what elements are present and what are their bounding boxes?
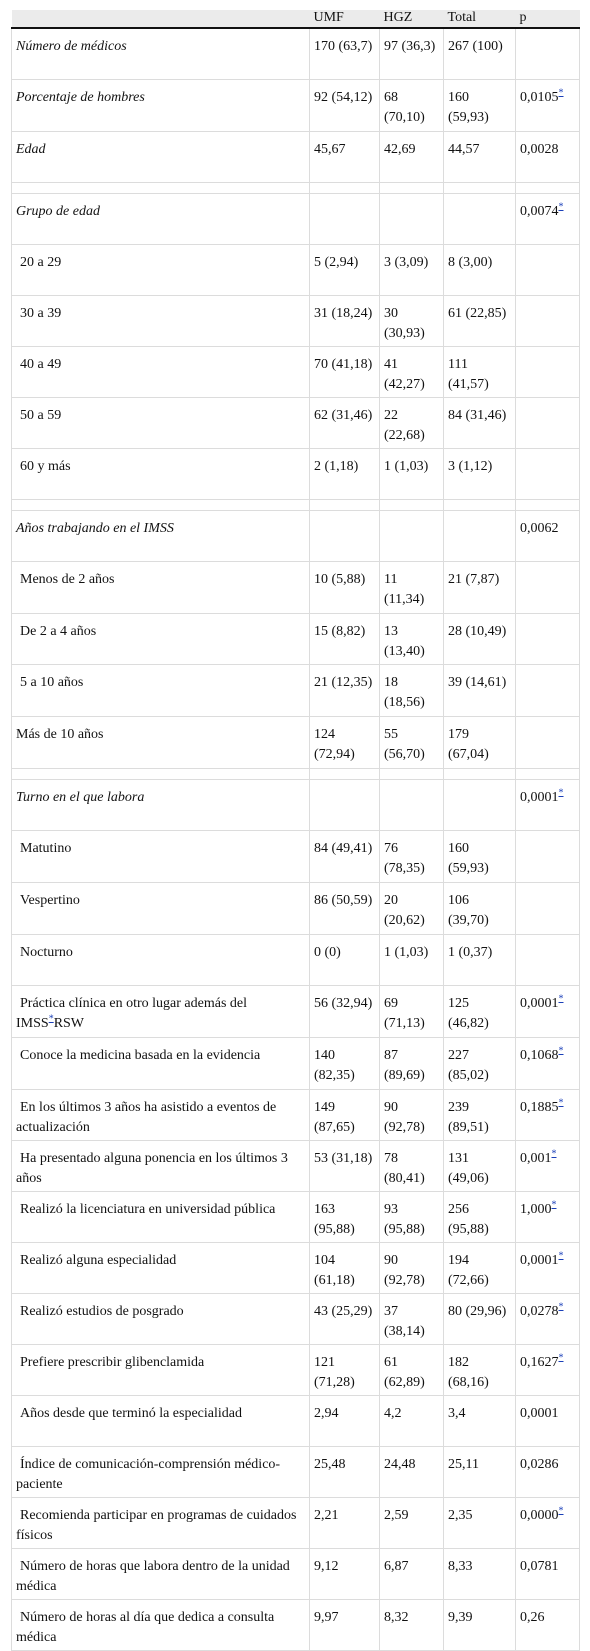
row-label-text: 30 a 39 bbox=[20, 306, 62, 321]
cell-hgz: 93 (95,88) bbox=[380, 1192, 444, 1243]
row-label-text: Recomienda participar en programas de cuidados físicos bbox=[16, 1508, 297, 1543]
spacer-row bbox=[12, 769, 580, 780]
header-p: p bbox=[516, 10, 580, 28]
p-value: 0,0001 bbox=[520, 1253, 559, 1268]
row-label-text: Años desde que terminó la especialidad bbox=[20, 1406, 242, 1421]
table-row bbox=[12, 347, 580, 398]
row-label bbox=[12, 614, 310, 665]
cell-total: 28 (10,49) bbox=[444, 614, 516, 665]
cell-umf: 163 (95,88) bbox=[310, 1192, 380, 1243]
spacer-cell bbox=[444, 769, 516, 780]
cell-umf: 2 (1,18) bbox=[310, 449, 380, 500]
cell-total: 239 (89,51) bbox=[444, 1090, 516, 1141]
cell-p bbox=[516, 245, 580, 296]
footnote-link[interactable]: * bbox=[558, 1301, 564, 1313]
cell-hgz: 68 (70,10) bbox=[380, 80, 444, 132]
cell-p bbox=[516, 1090, 580, 1141]
cell-umf: 149 (87,65) bbox=[310, 1090, 380, 1141]
cell-umf: 56 (32,94) bbox=[310, 986, 380, 1038]
footnote-link[interactable]: * bbox=[551, 1148, 557, 1160]
header-umf: UMF bbox=[310, 10, 380, 28]
cell-total: 160 (59,93) bbox=[444, 80, 516, 132]
row-label-text: 50 a 59 bbox=[20, 408, 62, 423]
table-row bbox=[12, 1141, 580, 1192]
table-row bbox=[12, 28, 580, 80]
row-label-text: Más de 10 años bbox=[16, 727, 104, 742]
p-value: 0,0001 bbox=[520, 1406, 559, 1421]
cell-hgz: 8,32 bbox=[380, 1600, 444, 1651]
footnote-link[interactable]: * bbox=[558, 1045, 564, 1057]
spacer-cell bbox=[12, 183, 310, 194]
row-label bbox=[12, 1396, 310, 1447]
row-label-text: Porcentaje de hombres bbox=[16, 90, 145, 105]
table-row bbox=[12, 935, 580, 986]
cell-total: 3 (1,12) bbox=[444, 449, 516, 500]
table-row bbox=[12, 665, 580, 717]
row-label bbox=[12, 1549, 310, 1600]
table-row bbox=[12, 614, 580, 665]
cell-p bbox=[516, 398, 580, 449]
p-value: 0,0062 bbox=[520, 521, 559, 536]
cell-total: 131 (49,06) bbox=[444, 1141, 516, 1192]
p-value: 0,001 bbox=[520, 1151, 552, 1166]
cell-hgz: 1 (1,03) bbox=[380, 449, 444, 500]
row-label-text: Turno en el que labora bbox=[16, 790, 145, 805]
cell-total: 44,57 bbox=[444, 132, 516, 183]
footnote-link[interactable]: * bbox=[551, 1199, 557, 1211]
cell-p bbox=[516, 449, 580, 500]
cell-p bbox=[516, 1600, 580, 1651]
table-row bbox=[12, 831, 580, 883]
cell-p bbox=[516, 1396, 580, 1447]
cell-hgz: 22 (22,68) bbox=[380, 398, 444, 449]
row-label-text: Número de horas al día que dedica a consulta médica bbox=[16, 1610, 275, 1645]
cell-p bbox=[516, 296, 580, 347]
cell-p bbox=[516, 614, 580, 665]
table-header bbox=[12, 10, 580, 28]
cell-total: 61 (22,85) bbox=[444, 296, 516, 347]
table-row bbox=[12, 883, 580, 935]
table-row bbox=[12, 1090, 580, 1141]
table-row bbox=[12, 562, 580, 614]
cell-hgz: 76 (78,35) bbox=[380, 831, 444, 883]
p-value: 0,0000 bbox=[520, 1508, 559, 1523]
table-row bbox=[12, 449, 580, 500]
cell-total: 106 (39,70) bbox=[444, 883, 516, 935]
cell-umf: 43 (25,29) bbox=[310, 1294, 380, 1345]
cell-total: 8 (3,00) bbox=[444, 245, 516, 296]
row-label bbox=[12, 665, 310, 717]
cell-p bbox=[516, 1345, 580, 1396]
cell-p bbox=[516, 1141, 580, 1192]
table-row bbox=[12, 1294, 580, 1345]
cell-umf: 70 (41,18) bbox=[310, 347, 380, 398]
cell-p bbox=[516, 1447, 580, 1498]
cell-p bbox=[516, 1294, 580, 1345]
table-row bbox=[12, 398, 580, 449]
row-label-text: En los últimos 3 años ha asistido a eventos de actualización bbox=[16, 1100, 277, 1135]
cell-umf: 124 (72,94) bbox=[310, 717, 380, 769]
row-label bbox=[12, 1038, 310, 1090]
p-value: 1,000 bbox=[520, 1202, 552, 1217]
cell-total: 227 (85,02) bbox=[444, 1038, 516, 1090]
cell-umf: 121 (71,28) bbox=[310, 1345, 380, 1396]
row-label bbox=[12, 562, 310, 614]
row-label-text: Realizó alguna especialidad bbox=[20, 1253, 177, 1268]
table-row bbox=[12, 780, 580, 831]
table-body bbox=[12, 28, 580, 1651]
cell-umf bbox=[310, 511, 380, 562]
table-row bbox=[12, 132, 580, 183]
spacer-cell bbox=[310, 183, 380, 194]
row-label bbox=[12, 883, 310, 935]
table-row bbox=[12, 1498, 580, 1549]
row-label bbox=[12, 80, 310, 132]
table-row bbox=[12, 1396, 580, 1447]
spacer-cell bbox=[310, 500, 380, 511]
row-label bbox=[12, 717, 310, 769]
cell-hgz: 37 (38,14) bbox=[380, 1294, 444, 1345]
row-label-text: Nocturno bbox=[20, 945, 73, 960]
p-value: 0,1627 bbox=[520, 1355, 559, 1370]
cell-umf: 62 (31,46) bbox=[310, 398, 380, 449]
cell-umf: 86 (50,59) bbox=[310, 883, 380, 935]
cell-hgz: 41 (42,27) bbox=[380, 347, 444, 398]
cell-total: 256 (95,88) bbox=[444, 1192, 516, 1243]
header-total: Total bbox=[444, 10, 516, 28]
cell-hgz: 6,87 bbox=[380, 1549, 444, 1600]
cell-umf: 104 (61,18) bbox=[310, 1243, 380, 1294]
row-label bbox=[12, 398, 310, 449]
cell-total: 39 (14,61) bbox=[444, 665, 516, 717]
cell-p bbox=[516, 717, 580, 769]
cell-hgz bbox=[380, 780, 444, 831]
footnote-link[interactable]: * bbox=[48, 1013, 54, 1025]
cell-p bbox=[516, 986, 580, 1038]
spacer-cell bbox=[516, 500, 580, 511]
cell-total: 267 (100) bbox=[444, 28, 516, 80]
cell-p bbox=[516, 194, 580, 245]
p-value: 0,0028 bbox=[520, 142, 559, 157]
row-label-text: Realizó estudios de posgrado bbox=[20, 1304, 184, 1319]
footnote-link[interactable]: * bbox=[558, 1505, 564, 1517]
cell-umf: 9,12 bbox=[310, 1549, 380, 1600]
spacer-cell bbox=[380, 769, 444, 780]
cell-hgz: 20 (20,62) bbox=[380, 883, 444, 935]
table-row bbox=[12, 80, 580, 132]
row-label bbox=[12, 296, 310, 347]
cell-hgz: 90 (92,78) bbox=[380, 1090, 444, 1141]
footnote-link[interactable]: * bbox=[558, 993, 564, 1005]
cell-hgz: 18 (18,56) bbox=[380, 665, 444, 717]
header-hgz: HGZ bbox=[380, 10, 444, 28]
cell-hgz: 4,2 bbox=[380, 1396, 444, 1447]
row-label bbox=[12, 28, 310, 80]
footnote-link[interactable]: * bbox=[558, 1250, 564, 1262]
spacer-cell bbox=[12, 769, 310, 780]
cell-p bbox=[516, 883, 580, 935]
row-label bbox=[12, 1294, 310, 1345]
row-label bbox=[12, 132, 310, 183]
row-label-text: Realizó la licenciatura en universidad pública bbox=[20, 1202, 276, 1217]
table-row bbox=[12, 296, 580, 347]
row-label-text: Conoce la medicina basada en la evidencia bbox=[20, 1048, 261, 1063]
cell-total: 194 (72,66) bbox=[444, 1243, 516, 1294]
cell-hgz: 30 (30,93) bbox=[380, 296, 444, 347]
cell-p bbox=[516, 1549, 580, 1600]
cell-umf: 21 (12,35) bbox=[310, 665, 380, 717]
p-value: 0,1885 bbox=[520, 1100, 559, 1115]
cell-total: 160 (59,93) bbox=[444, 831, 516, 883]
row-label bbox=[12, 245, 310, 296]
cell-total: 3,4 bbox=[444, 1396, 516, 1447]
row-label bbox=[12, 1447, 310, 1498]
cell-hgz: 97 (36,3) bbox=[380, 28, 444, 80]
footnote-link[interactable]: * bbox=[558, 201, 564, 213]
cell-p bbox=[516, 1192, 580, 1243]
cell-hgz: 13 (13,40) bbox=[380, 614, 444, 665]
p-value: 0,0001 bbox=[520, 790, 559, 805]
row-label bbox=[12, 831, 310, 883]
cell-umf: 31 (18,24) bbox=[310, 296, 380, 347]
cell-p bbox=[516, 935, 580, 986]
cell-hgz bbox=[380, 194, 444, 245]
row-label bbox=[12, 780, 310, 831]
cell-p bbox=[516, 562, 580, 614]
spacer-row bbox=[12, 183, 580, 194]
cell-total: 111 (41,57) bbox=[444, 347, 516, 398]
row-label bbox=[12, 449, 310, 500]
spacer-cell bbox=[444, 183, 516, 194]
footnote-link[interactable]: * bbox=[558, 787, 564, 799]
p-value: 0,26 bbox=[520, 1610, 545, 1625]
cell-hgz: 42,69 bbox=[380, 132, 444, 183]
row-label-text: Edad bbox=[16, 142, 46, 157]
cell-total bbox=[444, 780, 516, 831]
cell-umf: 92 (54,12) bbox=[310, 80, 380, 132]
row-label bbox=[12, 1141, 310, 1192]
table-row bbox=[12, 1038, 580, 1090]
row-label-text: Matutino bbox=[20, 841, 72, 856]
row-label bbox=[12, 347, 310, 398]
row-label-text: Años trabajando en el IMSS bbox=[16, 521, 174, 536]
cell-p bbox=[516, 132, 580, 183]
row-label-text: 5 a 10 años bbox=[20, 675, 84, 690]
cell-umf: 10 (5,88) bbox=[310, 562, 380, 614]
cell-umf: 170 (63,7) bbox=[310, 28, 380, 80]
cell-umf: 53 (31,18) bbox=[310, 1141, 380, 1192]
cell-umf bbox=[310, 194, 380, 245]
row-label bbox=[12, 1090, 310, 1141]
spacer-cell bbox=[444, 500, 516, 511]
cell-hgz: 90 (92,78) bbox=[380, 1243, 444, 1294]
spacer-row bbox=[12, 500, 580, 511]
table-row bbox=[12, 1243, 580, 1294]
cell-hgz: 61 (62,89) bbox=[380, 1345, 444, 1396]
table-row bbox=[12, 1345, 580, 1396]
table-row bbox=[12, 1192, 580, 1243]
cell-total: 21 (7,87) bbox=[444, 562, 516, 614]
row-label-text: Ha presentado alguna ponencia en los últimos 3 años bbox=[16, 1151, 288, 1186]
cell-hgz: 69 (71,13) bbox=[380, 986, 444, 1038]
cell-umf: 5 (2,94) bbox=[310, 245, 380, 296]
row-label-text: Práctica clínica en otro lugar además del IMSS bbox=[16, 996, 248, 1031]
row-label-text: 20 a 29 bbox=[20, 255, 62, 270]
row-label-text: Número de médicos bbox=[16, 39, 127, 54]
cell-umf: 15 (8,82) bbox=[310, 614, 380, 665]
table-row bbox=[12, 717, 580, 769]
cell-hgz: 78 (80,41) bbox=[380, 1141, 444, 1192]
table-row bbox=[12, 245, 580, 296]
cell-p bbox=[516, 780, 580, 831]
cell-total bbox=[444, 511, 516, 562]
p-value: 0,0278 bbox=[520, 1304, 559, 1319]
cell-total: 9,39 bbox=[444, 1600, 516, 1651]
p-value: 0,0781 bbox=[520, 1559, 559, 1574]
cell-total: 25,11 bbox=[444, 1447, 516, 1498]
table-row bbox=[12, 194, 580, 245]
p-value: 0,0001 bbox=[520, 996, 559, 1011]
row-label-text: Vespertino bbox=[20, 893, 80, 908]
row-label bbox=[12, 935, 310, 986]
row-label-text: Prefiere prescribir glibenclamida bbox=[20, 1355, 205, 1370]
row-label-text: De 2 a 4 años bbox=[20, 624, 97, 639]
footnote-link[interactable]: * bbox=[558, 1097, 564, 1109]
row-label bbox=[12, 1243, 310, 1294]
cell-umf: 84 (49,41) bbox=[310, 831, 380, 883]
footnote-link[interactable]: * bbox=[558, 87, 564, 99]
cell-total bbox=[444, 194, 516, 245]
cell-hgz: 3 (3,09) bbox=[380, 245, 444, 296]
row-label bbox=[12, 986, 310, 1038]
p-value: 0,1068 bbox=[520, 1048, 559, 1063]
cell-hgz bbox=[380, 511, 444, 562]
row-label bbox=[12, 1498, 310, 1549]
spacer-cell bbox=[380, 183, 444, 194]
cell-p bbox=[516, 347, 580, 398]
cell-p bbox=[516, 1243, 580, 1294]
physicians-table bbox=[11, 10, 580, 1651]
table-row bbox=[12, 1447, 580, 1498]
row-label-suffix: RSW bbox=[53, 1016, 85, 1031]
spacer-cell bbox=[516, 183, 580, 194]
spacer-cell bbox=[380, 500, 444, 511]
table-row bbox=[12, 511, 580, 562]
spacer-cell bbox=[12, 500, 310, 511]
row-label-text: Grupo de edad bbox=[16, 204, 100, 219]
cell-hgz: 11 (11,34) bbox=[380, 562, 444, 614]
cell-p bbox=[516, 665, 580, 717]
cell-total: 1 (0,37) bbox=[444, 935, 516, 986]
cell-total: 84 (31,46) bbox=[444, 398, 516, 449]
row-label-text: 40 a 49 bbox=[20, 357, 62, 372]
cell-umf: 2,21 bbox=[310, 1498, 380, 1549]
cell-total: 179 (67,04) bbox=[444, 717, 516, 769]
row-label bbox=[12, 1345, 310, 1396]
p-value: 0,0105 bbox=[520, 90, 559, 105]
cell-hgz: 55 (56,70) bbox=[380, 717, 444, 769]
table-row bbox=[12, 986, 580, 1038]
cell-total: 2,35 bbox=[444, 1498, 516, 1549]
cell-hgz: 2,59 bbox=[380, 1498, 444, 1549]
row-label-text: Índice de comunicación-comprensión médico-paciente bbox=[16, 1457, 281, 1492]
cell-umf bbox=[310, 780, 380, 831]
row-label-text: Menos de 2 años bbox=[20, 572, 115, 587]
p-value: 0,0286 bbox=[520, 1457, 559, 1472]
row-label bbox=[12, 1600, 310, 1651]
cell-umf: 9,97 bbox=[310, 1600, 380, 1651]
spacer-cell bbox=[310, 769, 380, 780]
cell-hgz: 1 (1,03) bbox=[380, 935, 444, 986]
cell-umf: 140 (82,35) bbox=[310, 1038, 380, 1090]
cell-umf: 45,67 bbox=[310, 132, 380, 183]
spacer-cell bbox=[516, 769, 580, 780]
cell-total: 8,33 bbox=[444, 1549, 516, 1600]
row-label bbox=[12, 1192, 310, 1243]
cell-p bbox=[516, 28, 580, 80]
cell-p bbox=[516, 1498, 580, 1549]
p-value: 0,0074 bbox=[520, 204, 559, 219]
cell-hgz: 24,48 bbox=[380, 1447, 444, 1498]
cell-p bbox=[516, 1038, 580, 1090]
row-label bbox=[12, 511, 310, 562]
row-label-text: 60 y más bbox=[20, 459, 71, 474]
cell-hgz: 87 (89,69) bbox=[380, 1038, 444, 1090]
table-row bbox=[12, 1549, 580, 1600]
header-label bbox=[12, 10, 310, 28]
footnote-link[interactable]: * bbox=[558, 1352, 564, 1364]
cell-umf: 25,48 bbox=[310, 1447, 380, 1498]
cell-total: 182 (68,16) bbox=[444, 1345, 516, 1396]
cell-p bbox=[516, 80, 580, 132]
cell-total: 80 (29,96) bbox=[444, 1294, 516, 1345]
row-label-text: Número de horas que labora dentro de la unidad médica bbox=[16, 1559, 290, 1594]
cell-umf: 2,94 bbox=[310, 1396, 380, 1447]
cell-p bbox=[516, 831, 580, 883]
cell-umf: 0 (0) bbox=[310, 935, 380, 986]
cell-p bbox=[516, 511, 580, 562]
table-row bbox=[12, 1600, 580, 1651]
row-label bbox=[12, 194, 310, 245]
cell-total: 125 (46,82) bbox=[444, 986, 516, 1038]
